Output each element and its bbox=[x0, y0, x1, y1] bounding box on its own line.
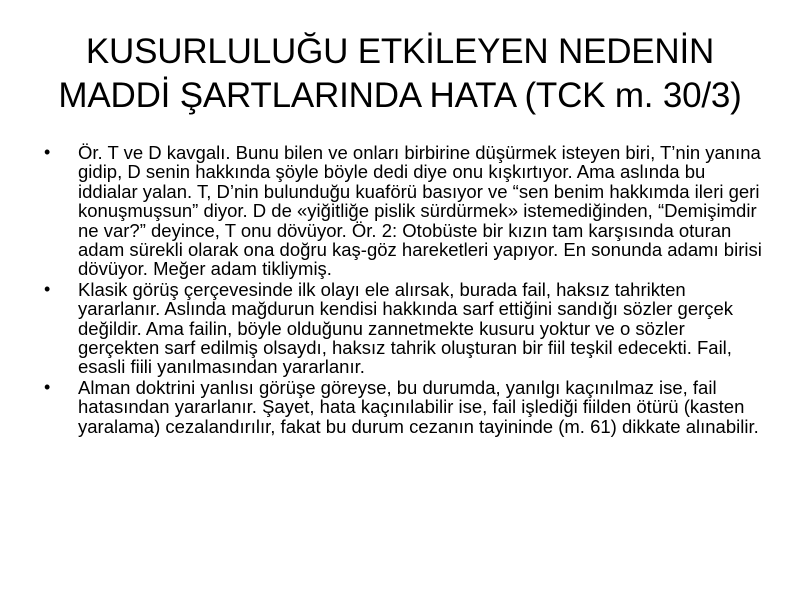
slide-title bbox=[20, 30, 780, 118]
bullet-icon: • bbox=[44, 142, 51, 162]
bullet-item-3 bbox=[44, 378, 764, 436]
bullet-item-2 bbox=[44, 280, 764, 377]
bullet-text-2: Klasik görüş çerçevesinde ilk olayı ele alırsak, burada fail, haksız tahrikten yararlanır. Aslında mağdurun kendisi hakkında sarf ettiğini sandığı sözler gerçek değildir. Ama failin, böyle olduğunu zannetmekte kusuru yoktur ve o sözler gerçekten sarf edilmiş olsaydı, haksız tahrik oluşturan bir fiil teşkil edecekti. Fail, esasli fiili yanılmasından yararlanır. bbox=[78, 278, 734, 378]
bullet-icon: • bbox=[44, 278, 51, 299]
bullet-text-3: Alman doktrini yanlısı görüşe göreyse, bu durumda, yanılgı kaçınılmaz ise, fail hatasından yararlanır. Şayet, hata kaçınılabilir ise, fail işlediği fiilden ötürü (kasten yaralama) cezalandırılır, fakat bu durum cezanın tayininde (m. 61) dikkate alınabilir. bbox=[78, 376, 759, 437]
bullet-text-1: Ör. T ve D kavgalı. Bunu bilen ve onları birbirine düşürmek isteyen biri, T’nin yanına gidip, D senin hakkında şöyle böyle dedi diye onu kışkırtıyor. Ama aslında bu iddialar yalan. T, D’nin bulunduğu kuaförü basıyor ve “sen benim hakkımda ileri geri konuşmuşsun” diyor. D de «yiğitliğe pislik sürdürmek» istemediğinden, “Demişimdir ne var?” deyince, T onu dövüyor. Ör. 2: Otobüste bir kızın tam karşısında oturan adam sürekli olarak ona doğru kaş-göz hareketleri yapıyor. En sonunda adamı birisi dövüyor. Meğer adam tikliymiş. bbox=[78, 142, 762, 280]
bullet-icon: • bbox=[44, 376, 51, 397]
bullet-item-1 bbox=[44, 143, 764, 279]
bullet-list bbox=[44, 143, 764, 437]
slide-title-line-2: MADDİ ŞARTLARINDA HATA (TCK m. 30/3) bbox=[58, 76, 742, 115]
slide-title-line-1: KUSURLULUĞU ETKİLEYEN NEDENİN bbox=[85, 32, 715, 71]
